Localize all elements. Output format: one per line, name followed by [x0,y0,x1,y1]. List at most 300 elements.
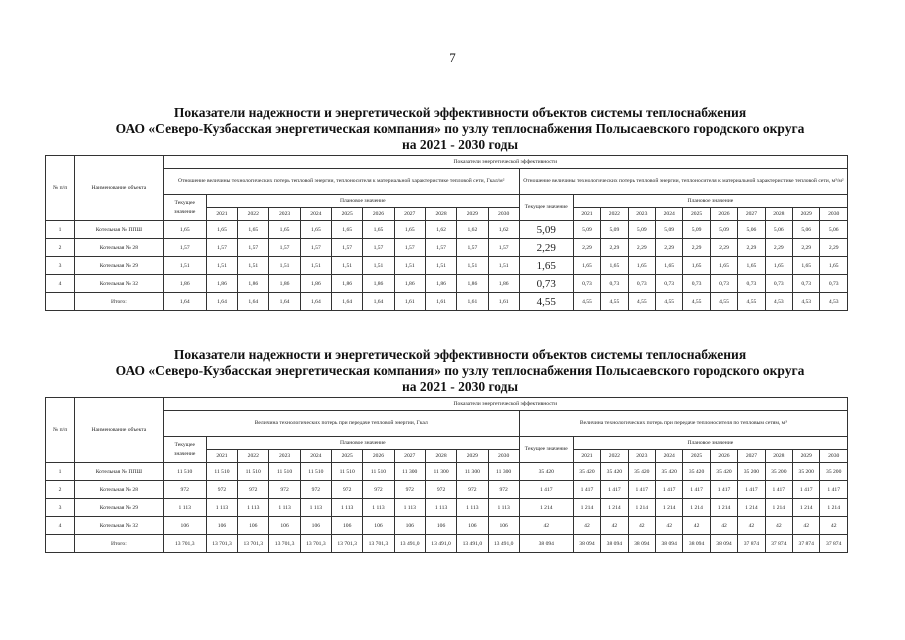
row-value-a: 1,57 [206,239,237,257]
row-value-b: 4,55 [655,293,682,311]
row-value-b: 0,73 [820,275,848,293]
row-value-b: 0,73 [601,275,628,293]
header-current-b: Текущее значение [519,437,573,463]
header-year: 2023 [628,450,655,463]
row-value-b: 5,06 [820,221,848,239]
row-num [46,535,75,553]
row-value-a: 1,65 [206,221,237,239]
row-value-a: 11 300 [394,463,425,481]
row-value-b: 2,29 [793,239,820,257]
row-value-b: 0,73 [765,275,792,293]
row-value-b: 35 420 [655,463,682,481]
header-year: 2024 [655,208,682,221]
row-value-b: 2,29 [710,239,737,257]
row-value-a: 1,64 [332,293,363,311]
row-value-a: 1,65 [394,221,425,239]
header-year: 2026 [363,450,394,463]
header-year: 2021 [573,450,600,463]
row-value-b: 42 [573,517,600,535]
row-value-b: 5,06 [738,221,765,239]
table-row [46,257,848,275]
row-value-a: 13 491,0 [425,535,456,553]
header-year: 2025 [683,450,710,463]
row-value-a: 13 701,3 [332,535,363,553]
row-value-b: 0,73 [738,275,765,293]
row-value-b: 42 [655,517,682,535]
header-year: 2030 [820,208,848,221]
title-line: ОАО «Северо-Кузбасская энергетическая компания» по узлу теплоснабжения Полысаевского городского округа [115,363,805,378]
row-name: Котельная № 29 [75,257,164,275]
row-value-a: 1,51 [238,257,269,275]
table-row [46,463,848,481]
row-value-a: 1,62 [425,221,456,239]
row-value-b: 38 094 [628,535,655,553]
row-value-a: 1,86 [300,275,331,293]
header-year: 2022 [238,450,269,463]
row-current-a: 972 [163,481,206,499]
header-year: 2025 [683,208,710,221]
table-row [46,481,848,499]
row-current-b: 1 417 [519,481,573,499]
row-value-b: 2,29 [765,239,792,257]
row-value-b: 1 214 [820,499,848,517]
title-line: ОАО «Северо-Кузбасская энергетическая компания» по узлу теплоснабжения Полысаевского городского округа [115,121,805,136]
table-row [46,499,848,517]
row-value-a: 1,61 [425,293,456,311]
row-value-b: 42 [793,517,820,535]
row-value-a: 106 [300,517,331,535]
row-value-b: 37 874 [765,535,792,553]
row-value-b: 0,73 [683,275,710,293]
row-value-a: 1,51 [488,257,519,275]
row-num: 1 [46,463,75,481]
header-group: Показатели энергетической эффективности [163,156,847,169]
row-value-b: 5,09 [628,221,655,239]
row-value-a: 1 113 [363,499,394,517]
row-value-b: 1 214 [655,499,682,517]
title-line: на 2021 - 2030 годы [401,379,519,394]
row-value-b: 42 [683,517,710,535]
header-year: 2023 [269,208,300,221]
table-row [46,293,848,311]
row-value-a: 106 [269,517,300,535]
row-value-b: 4,53 [765,293,792,311]
header-year: 2027 [394,450,425,463]
row-num: 4 [46,275,75,293]
row-value-b: 1 214 [683,499,710,517]
row-value-b: 38 094 [601,535,628,553]
row-name: Итого: [75,535,164,553]
row-value-b: 1,65 [793,257,820,275]
row-value-a: 1,64 [238,293,269,311]
row-current-b: 38 094 [519,535,573,553]
row-value-b: 1,65 [820,257,848,275]
row-name: Котельная № 28 [75,239,164,257]
row-current-b: 5,09 [519,221,573,239]
row-value-b: 35 420 [601,463,628,481]
row-value-b: 1,65 [628,257,655,275]
header-planned-a: Плановое значение [206,195,519,208]
row-value-b: 42 [601,517,628,535]
row-value-b: 4,55 [573,293,600,311]
table-row [46,275,848,293]
row-value-a: 1,62 [457,221,488,239]
header-year: 2029 [457,450,488,463]
row-value-a: 1,86 [363,275,394,293]
row-value-a: 1,86 [394,275,425,293]
header-year: 2025 [332,450,363,463]
row-value-a: 1,64 [206,293,237,311]
row-value-b: 2,29 [628,239,655,257]
row-value-a: 1,64 [269,293,300,311]
row-value-a: 1,51 [425,257,456,275]
row-value-b: 35 200 [738,463,765,481]
header-year: 2022 [601,450,628,463]
row-value-b: 37 874 [820,535,848,553]
row-value-a: 11 300 [488,463,519,481]
row-value-a: 1,65 [363,221,394,239]
header-year: 2026 [710,208,737,221]
row-value-b: 0,73 [655,275,682,293]
row-value-b: 37 874 [793,535,820,553]
row-value-a: 972 [300,481,331,499]
row-value-a: 1,61 [457,293,488,311]
row-value-b: 4,55 [683,293,710,311]
row-value-b: 35 420 [628,463,655,481]
row-value-b: 1 214 [765,499,792,517]
header-year: 2028 [425,208,456,221]
row-value-a: 1 113 [238,499,269,517]
row-num: 4 [46,517,75,535]
row-current-a: 1,64 [163,293,206,311]
row-value-a: 106 [363,517,394,535]
row-num [46,293,75,311]
row-name: Котельная № 32 [75,275,164,293]
row-value-a: 106 [238,517,269,535]
header-year: 2025 [332,208,363,221]
row-current-b: 1,65 [519,257,573,275]
row-current-a: 11 510 [163,463,206,481]
row-value-a: 1,57 [394,239,425,257]
row-value-a: 1,65 [269,221,300,239]
row-value-a: 1 113 [300,499,331,517]
row-value-a: 13 701,3 [363,535,394,553]
row-current-a: 13 701,3 [163,535,206,553]
row-value-a: 1,64 [363,293,394,311]
row-value-a: 1,57 [488,239,519,257]
row-value-b: 1,65 [573,257,600,275]
header-year: 2030 [488,208,519,221]
row-value-b: 0,73 [573,275,600,293]
table-row [46,221,848,239]
row-value-b: 35 420 [683,463,710,481]
row-value-a: 1,65 [300,221,331,239]
row-value-a: 1,86 [206,275,237,293]
row-value-a: 1,65 [238,221,269,239]
row-value-b: 1 214 [573,499,600,517]
header-year: 2021 [206,208,237,221]
row-value-a: 11 300 [457,463,488,481]
header-year: 2029 [793,450,820,463]
row-value-a: 972 [238,481,269,499]
row-value-a: 1 113 [206,499,237,517]
row-value-a: 106 [332,517,363,535]
row-value-a: 1,64 [300,293,331,311]
row-value-a: 972 [332,481,363,499]
row-num: 1 [46,221,75,239]
row-name: Котельная № 29 [75,499,164,517]
row-value-a: 972 [394,481,425,499]
header-year: 2030 [488,450,519,463]
table-2 [45,397,848,553]
header-year: 2022 [601,208,628,221]
row-value-b: 1 417 [573,481,600,499]
table-1 [45,155,848,311]
row-value-a: 1,51 [206,257,237,275]
header-year: 2028 [425,450,456,463]
row-value-a: 1,86 [425,275,456,293]
row-value-a: 1,51 [363,257,394,275]
row-value-b: 1,65 [683,257,710,275]
row-value-a: 106 [488,517,519,535]
row-value-b: 42 [738,517,765,535]
row-current-a: 106 [163,517,206,535]
row-value-a: 13 491,0 [488,535,519,553]
page-number: 7 [449,50,456,65]
row-value-b: 35 420 [710,463,737,481]
row-value-b: 5,09 [573,221,600,239]
row-value-a: 1,86 [269,275,300,293]
row-value-a: 972 [363,481,394,499]
row-value-a: 13 491,0 [457,535,488,553]
header-current-b: Текущее значение [519,195,573,221]
row-value-b: 0,73 [628,275,655,293]
row-value-b: 4,55 [628,293,655,311]
header-subgroup-a: Величина технологических потерь при передаче тепловой энергии, Гкал [163,411,519,437]
row-value-b: 38 094 [683,535,710,553]
row-current-b: 4,55 [519,293,573,311]
row-value-b: 1 417 [765,481,792,499]
row-value-b: 35 420 [573,463,600,481]
header-year: 2024 [300,208,331,221]
row-value-b: 2,29 [601,239,628,257]
row-value-a: 1,86 [238,275,269,293]
row-value-b: 4,55 [710,293,737,311]
row-value-a: 11 510 [206,463,237,481]
header-planned-b: Плановое значение [573,195,847,208]
row-value-b: 1,65 [710,257,737,275]
row-value-a: 1 113 [269,499,300,517]
row-value-a: 106 [206,517,237,535]
row-value-a: 1,51 [457,257,488,275]
row-num: 2 [46,481,75,499]
row-value-a: 1,86 [332,275,363,293]
row-current-b: 35 420 [519,463,573,481]
row-value-b: 42 [628,517,655,535]
row-value-a: 11 510 [269,463,300,481]
row-value-b: 4,53 [793,293,820,311]
row-value-a: 106 [425,517,456,535]
row-value-a: 1,61 [394,293,425,311]
row-current-b: 2,29 [519,239,573,257]
header-year: 2022 [238,208,269,221]
row-value-b: 35 200 [820,463,848,481]
row-value-a: 972 [488,481,519,499]
row-value-a: 1 113 [332,499,363,517]
row-value-b: 1 214 [601,499,628,517]
row-value-a: 13 701,3 [206,535,237,553]
row-value-a: 1 113 [394,499,425,517]
row-value-b: 1 417 [683,481,710,499]
table-row [46,517,848,535]
row-value-b: 1 214 [793,499,820,517]
row-value-b: 5,09 [655,221,682,239]
header-year: 2027 [738,208,765,221]
header-current-a: Текущее значение [163,437,206,463]
row-value-a: 1 113 [488,499,519,517]
row-value-b: 37 874 [738,535,765,553]
table-1-title [40,105,880,153]
row-name: Котельная № ППШ [75,463,164,481]
row-value-a: 972 [457,481,488,499]
header-num: № п/п [46,398,75,463]
table-2-title [40,347,880,395]
row-name: Котельная № ППШ [75,221,164,239]
header-current-a: Текущее значение [163,195,206,221]
header-year: 2030 [820,450,848,463]
row-value-b: 38 094 [573,535,600,553]
title-line: Показатели надежности и энергетической эффективности объектов системы теплоснабжения [173,347,747,362]
row-current-a: 1,86 [163,275,206,293]
row-value-a: 972 [425,481,456,499]
row-value-b: 42 [710,517,737,535]
row-value-b: 42 [765,517,792,535]
header-year: 2028 [765,450,792,463]
row-value-a: 1,65 [332,221,363,239]
row-value-b: 4,53 [820,293,848,311]
row-num: 3 [46,257,75,275]
row-value-a: 1,86 [457,275,488,293]
header-group: Показатели энергетической эффективности [163,398,847,411]
row-value-a: 1,57 [238,239,269,257]
row-value-b: 35 200 [765,463,792,481]
row-name: Котельная № 28 [75,481,164,499]
row-name: Итого: [75,293,164,311]
row-value-b: 1,65 [601,257,628,275]
row-value-a: 1,51 [394,257,425,275]
row-value-b: 2,29 [683,239,710,257]
header-year: 2027 [738,450,765,463]
row-value-b: 38 094 [710,535,737,553]
row-value-a: 11 300 [425,463,456,481]
header-subgroup-b: Отношение величины технологических потерь тепловой энергии, теплоносителя к материальной характеристике тепловой сети, м³/м² [519,169,847,195]
row-value-b: 1 417 [710,481,737,499]
row-value-b: 5,09 [710,221,737,239]
row-value-b: 1 417 [628,481,655,499]
row-value-a: 106 [394,517,425,535]
header-planned-b: Плановое значение [573,437,847,450]
table-row [46,239,848,257]
row-value-a: 13 701,3 [238,535,269,553]
row-value-b: 2,29 [655,239,682,257]
row-value-b: 1 417 [738,481,765,499]
header-num: № п/п [46,156,75,221]
row-value-a: 11 510 [363,463,394,481]
row-value-b: 1 417 [601,481,628,499]
table-row [46,535,848,553]
row-value-b: 4,55 [738,293,765,311]
row-value-b: 1 214 [710,499,737,517]
row-num: 3 [46,499,75,517]
header-year: 2023 [269,450,300,463]
header-year: 2029 [793,208,820,221]
row-value-a: 1,57 [269,239,300,257]
row-value-a: 1,57 [457,239,488,257]
row-value-a: 1,51 [300,257,331,275]
row-value-a: 1,57 [363,239,394,257]
row-value-a: 13 491,0 [394,535,425,553]
row-value-b: 1 214 [628,499,655,517]
header-year: 2029 [457,208,488,221]
row-value-b: 1 417 [820,481,848,499]
row-value-b: 1 214 [738,499,765,517]
row-value-a: 11 510 [238,463,269,481]
header-name: Наименование объекта [75,398,164,463]
row-value-a: 1,62 [488,221,519,239]
row-value-b: 1 417 [793,481,820,499]
row-value-b: 38 094 [655,535,682,553]
row-value-b: 0,73 [793,275,820,293]
row-value-a: 1 113 [457,499,488,517]
row-value-b: 1,65 [738,257,765,275]
row-value-b: 5,09 [683,221,710,239]
row-value-a: 1,86 [488,275,519,293]
row-current-a: 1,65 [163,221,206,239]
row-value-a: 1,51 [332,257,363,275]
header-subgroup-a: Отношение величины технологических потерь тепловой энергии, теплоносителя к материальной характеристике тепловой сети, Гкал/м² [163,169,519,195]
row-value-a: 1,57 [332,239,363,257]
row-value-b: 2,29 [573,239,600,257]
row-value-b: 5,06 [793,221,820,239]
row-value-a: 1,51 [269,257,300,275]
row-value-a: 13 701,3 [300,535,331,553]
row-value-b: 1,65 [765,257,792,275]
row-current-a: 1 113 [163,499,206,517]
header-year: 2023 [628,208,655,221]
row-value-b: 0,73 [710,275,737,293]
title-line: на 2021 - 2030 годы [401,137,519,152]
row-current-a: 1,57 [163,239,206,257]
row-value-b: 35 200 [793,463,820,481]
row-value-b: 5,09 [601,221,628,239]
header-year: 2021 [573,208,600,221]
header-year: 2024 [655,450,682,463]
row-current-b: 42 [519,517,573,535]
row-value-a: 972 [269,481,300,499]
header-year: 2026 [363,208,394,221]
row-value-a: 11 510 [300,463,331,481]
title-line: Показатели надежности и энергетической эффективности объектов системы теплоснабжения [173,105,747,120]
row-value-b: 5,06 [765,221,792,239]
row-name: Котельная № 32 [75,517,164,535]
row-value-b: 2,29 [820,239,848,257]
row-current-b: 1 214 [519,499,573,517]
row-value-b: 4,55 [601,293,628,311]
row-value-a: 1,61 [488,293,519,311]
row-current-b: 0,73 [519,275,573,293]
row-value-a: 972 [206,481,237,499]
row-value-a: 1 113 [425,499,456,517]
